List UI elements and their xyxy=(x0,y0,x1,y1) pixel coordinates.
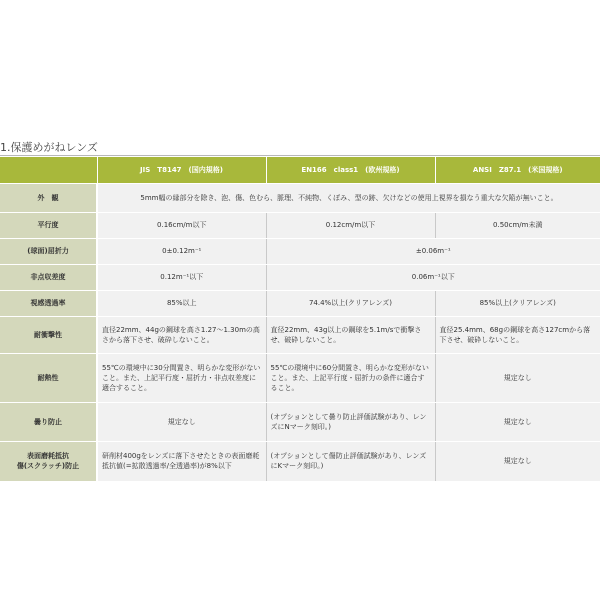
column-header-ansi: ANSI Z87.1 (米国規格) xyxy=(435,157,600,183)
cell-impact-en: 直径22mm、43g以上の鋼球を5.1m/sで衝撃させ、破砕しないこと。 xyxy=(266,316,435,353)
cell-refraction-jis: 0±0.12m⁻¹ xyxy=(97,238,266,264)
table-row-transmittance xyxy=(0,290,600,316)
row-label-appearance: 外 観 xyxy=(0,183,97,212)
cell-scratch-jis: 研削材400gをレンズに落下させたときの表面磨耗抵抗値(=拡散透過率/全透過率)が8%以下 xyxy=(97,441,266,481)
column-header-jis: JIS T8147 (国内規格) xyxy=(97,157,266,183)
row-label-transmittance: 視感透過率 xyxy=(0,290,97,316)
cell-transmittance-ansi: 85%以上(クリアレンズ) xyxy=(435,290,600,316)
row-label-impact: 耐衝撃性 xyxy=(0,316,97,353)
cell-parallelism-jis: 0.16cm/m以下 xyxy=(97,212,266,238)
row-label-heat: 耐熱性 xyxy=(0,353,97,402)
cell-astigmatism-jis: 0.12m⁻¹以下 xyxy=(97,264,266,290)
row-label-parallelism: 平行度 xyxy=(0,212,97,238)
section-title: 1.保護めがねレンズ xyxy=(0,141,98,154)
row-label-scratch-line2: 傷(スクラッチ)防止 xyxy=(16,462,80,470)
cell-impact-ansi: 直径25.4mm、68gの鋼球を高さ127cmから落下させ、破砕しないこと。 xyxy=(435,316,600,353)
row-label-astigmatism: 非点収差度 xyxy=(0,264,97,290)
cell-heat-en: 55℃の環境中に60分間置き、明らかな変形がないこと。また、上記平行度・屈折力の条件に適合すること。 xyxy=(266,353,435,402)
table-row-scratch xyxy=(0,441,600,481)
table-row-impact xyxy=(0,316,600,353)
cell-antifog-ansi: 規定なし xyxy=(435,402,600,441)
cell-scratch-en: (オプションとして傷防止評価試験があり、レンズにKマーク刻印。) xyxy=(266,441,435,481)
cell-antifog-jis: 規定なし xyxy=(97,402,266,441)
cell-parallelism-en: 0.12cm/m以下 xyxy=(266,212,435,238)
cell-appearance: 5mm幅の縁部分を除き、泡、傷、色むら、脈理、不純物、くぼみ、型の跡、欠けなどの使用上視界を損なう重大な欠陥が無いこと。 xyxy=(97,183,600,212)
cell-scratch-ansi: 規定なし xyxy=(435,441,600,481)
row-label-scratch-line1: 表面磨耗抵抗 xyxy=(27,452,69,460)
header-corner xyxy=(0,157,97,183)
cell-antifog-en: (オプションとして曇り防止評価試験があり、レンズにNマーク刻印。) xyxy=(266,402,435,441)
row-label-refraction: (球面)屈折力 xyxy=(0,238,97,264)
cell-refraction-en-ansi: ±0.06m⁻¹ xyxy=(266,238,600,264)
cell-transmittance-en: 74.4%以上(クリアレンズ) xyxy=(266,290,435,316)
table-header-row xyxy=(0,157,600,183)
cell-impact-jis: 直径22mm、44gの鋼球を高さ1.27～1.30mの高さから落下させ、破砕しないこと。 xyxy=(97,316,266,353)
cell-heat-jis: 55℃の環境中に30分間置き、明らかな変形がないこと。また、上記平行度・屈折力・非点収差度に適合すること。 xyxy=(97,353,266,402)
table-row-heat xyxy=(0,353,600,402)
row-label-scratch xyxy=(0,441,97,481)
cell-parallelism-ansi: 0.50cm/m未満 xyxy=(435,212,600,238)
table-row-refraction xyxy=(0,238,600,264)
column-header-en: EN166 class1 (欧州規格) xyxy=(266,157,435,183)
cell-heat-ansi: 規定なし xyxy=(435,353,600,402)
cell-astigmatism-en-ansi: 0.06m⁻¹以下 xyxy=(266,264,600,290)
table-row-antifog xyxy=(0,402,600,441)
row-label-antifog: 曇り防止 xyxy=(0,402,97,441)
lens-spec-table xyxy=(0,157,600,482)
table-row-parallelism xyxy=(0,212,600,238)
title-divider xyxy=(0,155,600,156)
table-row-astigmatism xyxy=(0,264,600,290)
cell-transmittance-jis: 85%以上 xyxy=(97,290,266,316)
table-row-appearance xyxy=(0,183,600,212)
